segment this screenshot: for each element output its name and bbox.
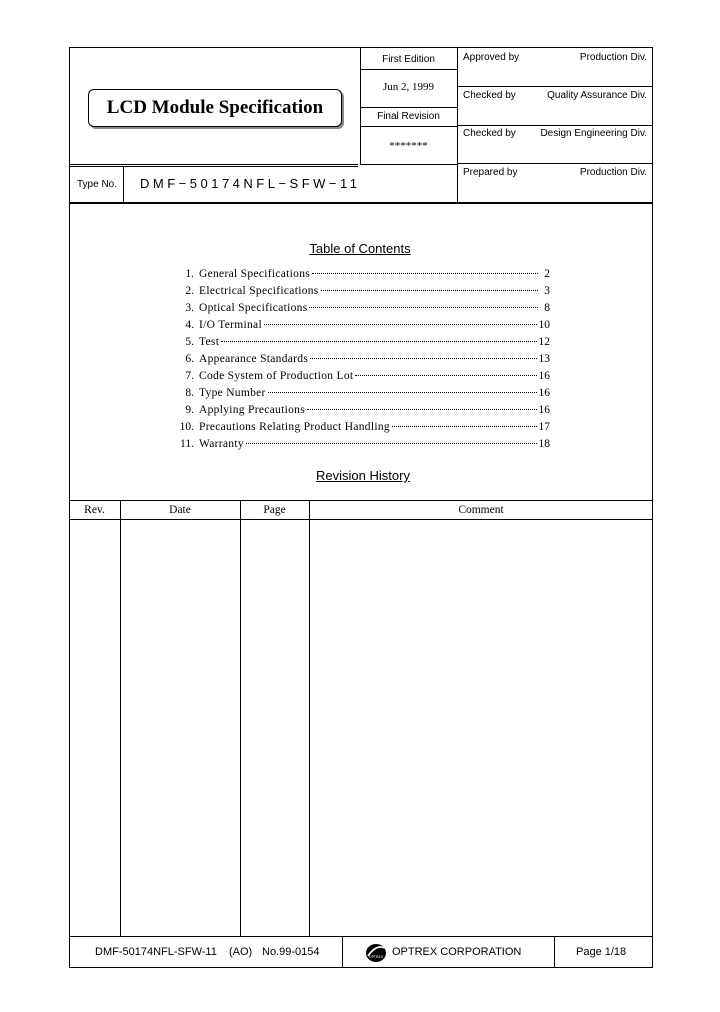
toc-leader	[355, 375, 536, 376]
approval-label: Prepared by	[463, 167, 518, 178]
edition-line-2	[360, 107, 457, 108]
toc-item	[176, 336, 550, 353]
toc-item-number: 2.	[185, 285, 194, 297]
optrex-logo	[365, 942, 387, 964]
toc-item-number: 10.	[179, 421, 194, 433]
toc-item	[176, 302, 550, 319]
type-row-top-line-2	[69, 166, 358, 167]
toc-item-page: 8	[544, 302, 550, 314]
type-value-line	[360, 164, 457, 165]
toc-item	[176, 370, 550, 387]
toc-item-number: 4.	[185, 319, 194, 331]
first-edition-label: First Edition	[382, 54, 435, 65]
toc-leader	[221, 341, 536, 342]
approval-dept: Production Div.	[579, 167, 647, 178]
approval-dept: Design Engineering Div.	[540, 128, 647, 139]
approval-dept: Quality Assurance Div.	[547, 90, 647, 101]
toc-item-title: Applying Precautions	[199, 404, 305, 416]
toc-item-number: 8.	[185, 387, 194, 399]
footer-company: OPTREX CORPORATION	[392, 946, 522, 958]
toc-heading: Table of Contents	[309, 241, 411, 256]
toc-item-page: 16	[538, 387, 550, 399]
approval-line-3	[457, 163, 653, 164]
type-no-value: DMF−50174NFL−SFW−11	[140, 176, 361, 191]
toc-leader	[392, 426, 537, 427]
toc-leader	[268, 392, 537, 393]
type-no-label: Type No.	[77, 179, 118, 190]
toc-leader	[246, 443, 537, 444]
toc-item-number: 11.	[180, 438, 194, 450]
column-header-rev: Rev.	[84, 504, 105, 516]
type-no-divider	[123, 166, 124, 202]
toc-item	[176, 319, 550, 336]
toc-item-title: General Specifications	[199, 268, 311, 280]
toc-item-title: I/O Terminal	[199, 319, 262, 331]
toc-item-number: 1.	[185, 268, 194, 280]
toc-leader	[309, 307, 538, 308]
toc-item-title: Type Number	[199, 387, 266, 399]
first-edition-date: Jun 2, 1999	[382, 81, 435, 93]
toc-item-title: Test	[199, 336, 220, 348]
approval-line-2	[457, 125, 653, 126]
toc-leader	[312, 273, 538, 274]
toc-item	[176, 404, 550, 421]
toc-item-number: 3.	[185, 302, 194, 314]
revision-col-line-3	[309, 500, 310, 936]
toc-item-title: Electrical Specifications	[199, 285, 319, 297]
footer-top-line	[69, 936, 653, 937]
toc-item-page: 2	[544, 268, 550, 280]
toc-item-page: 3	[544, 285, 550, 297]
header-bottom-line	[69, 202, 653, 204]
approval-label: Approved by	[463, 52, 520, 63]
approval-dept: Production Div.	[579, 52, 647, 63]
edition-line-3	[360, 126, 457, 127]
toc-item-title: Warranty	[199, 438, 244, 450]
approval-line-1	[457, 86, 653, 87]
toc-item-title: Precautions Relating Product Handling	[199, 421, 390, 433]
logo-text: OPTREX	[368, 955, 384, 959]
type-row-top-line	[69, 164, 358, 165]
toc-item	[176, 387, 550, 404]
edition-line-1	[360, 69, 457, 70]
toc-item-page: 13	[538, 353, 550, 365]
toc-leader	[321, 290, 538, 291]
column-header-comment: Comment	[458, 504, 504, 516]
toc-item-page: 12	[538, 336, 550, 348]
revision-col-line-1	[120, 500, 121, 936]
optrex-logo-icon	[365, 942, 387, 964]
footer-page: Page 1/18	[576, 946, 627, 958]
toc-item-title: Appearance Standards	[199, 353, 309, 365]
footer-code: (AO)	[229, 946, 253, 958]
revision-history-heading: Revision History	[316, 468, 410, 483]
final-revision-label: Final Revision	[377, 111, 440, 122]
toc-item	[176, 353, 550, 370]
toc-item-number: 9.	[185, 404, 194, 416]
footer-divider-1	[342, 936, 343, 968]
toc-leader	[307, 409, 537, 410]
toc-item-page: 18	[538, 438, 550, 450]
toc-item	[176, 438, 550, 455]
toc-item-number: 7.	[185, 370, 194, 382]
toc-item-page: 16	[538, 370, 550, 382]
footer-number: No.99-0154	[262, 946, 320, 958]
toc-item	[176, 421, 550, 438]
column-header-page: Page	[263, 504, 286, 516]
toc-item	[176, 285, 550, 302]
toc-item-page: 10	[538, 319, 550, 331]
toc-item-title: Optical Specifications	[199, 302, 308, 314]
toc-leader	[264, 324, 537, 325]
document-title: LCD Module Specification	[88, 89, 342, 127]
approval-label: Checked by	[463, 90, 516, 101]
footer-doc-id: DMF-50174NFL-SFW-11	[95, 946, 217, 958]
toc-item-number: 6.	[185, 353, 194, 365]
revision-col-line-2	[240, 500, 241, 936]
final-revision-value: *******	[389, 140, 428, 152]
approval-label: Checked by	[463, 128, 516, 139]
toc-item-number: 5.	[185, 336, 194, 348]
column-header-date: Date	[169, 504, 191, 516]
toc-item-page: 17	[538, 421, 550, 433]
toc-item-page: 16	[538, 404, 550, 416]
revision-table-header-line	[69, 519, 653, 520]
toc-item-title: Code System of Production Lot	[199, 370, 354, 382]
toc-leader	[310, 358, 536, 359]
footer-divider-2	[554, 936, 555, 968]
toc-item	[176, 268, 550, 285]
